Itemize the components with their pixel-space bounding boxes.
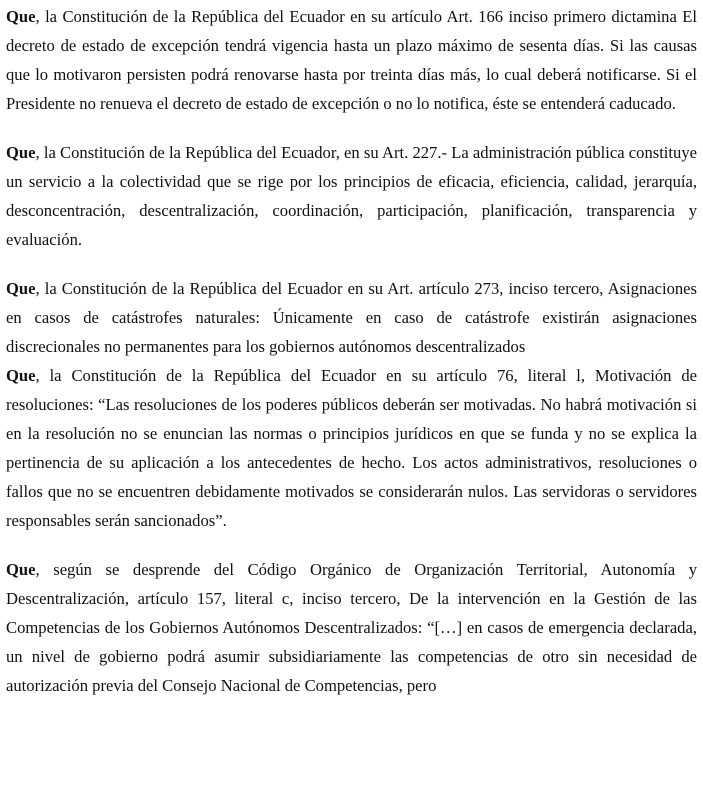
paragraph-lead: Que	[6, 143, 36, 162]
paragraph-art-273	[6, 274, 697, 361]
paragraph-text: , la Constitución de la República del Ecuador en su artículo 76, literal l, Motivación de resoluciones: “Las resoluciones de los poderes públicos deberán ser motivadas. No habrá motivación si en la resolución no se enuncian las normas o principios jurídicos en que se funda y no se explica la pertinencia de su aplicación a los antecedentes de hecho. Los actos administrativos, resoluciones o fallos que no se encuentren debidamente motivados se considerarán nulos. Las servidoras o servidores responsables serán sancionados”.	[6, 366, 697, 530]
paragraph-text: , la Constitución de la República del Ecuador en su Art. artículo 273, inciso tercero, Asignaciones en casos de catástrofes naturales: Únicamente en caso de catástrofe existirán asignaciones discrecionales no permanentes para los gobiernos autónomos descentralizados	[6, 279, 697, 356]
paragraph-text: , según se desprende del Código Orgánico de Organización Territorial, Autonomía y Descentralización, artículo 157, literal c, inciso tercero, De la intervención en la Gestión de las Competencias de los Gobiernos Autónomos Descentralizados: “[…] en casos de emergencia declarada, un nivel de gobierno podrá asumir subsidiariamente las competencias de otro sin necesidad de autorización previa del Consejo Nacional de Competencias, pero	[6, 560, 697, 695]
paragraph-lead: Que	[6, 560, 36, 579]
paragraph-art-166	[6, 2, 697, 118]
paragraph-cootad-157	[6, 555, 697, 700]
paragraph-lead: Que	[6, 366, 36, 385]
paragraph-art-227	[6, 138, 697, 254]
paragraph-text: , la Constitución de la República del Ecuador en su artículo Art. 166 inciso primero dictamina El decreto de estado de excepción tendrá vigencia hasta un plazo máximo de sesenta días. Si las causas que lo motivaron persisten podrá renovarse hasta por treinta días más, lo cual deberá notificarse. Si el Presidente no renueva el decreto de estado de excepción o no lo notifica, éste se entenderá caducado.	[6, 7, 697, 113]
paragraph-lead: Que	[6, 279, 36, 298]
paragraph-text: , la Constitución de la República del Ecuador, en su Art. 227.- La administración pública constituye un servicio a la colectividad que se rige por los principios de eficacia, eficiencia, calidad, jerarquía, desconcentración, descentralización, coordinación, participación, planificación, transparencia y evaluación.	[6, 143, 697, 249]
paragraph-art-76	[6, 361, 697, 535]
paragraph-lead: Que	[6, 7, 36, 26]
